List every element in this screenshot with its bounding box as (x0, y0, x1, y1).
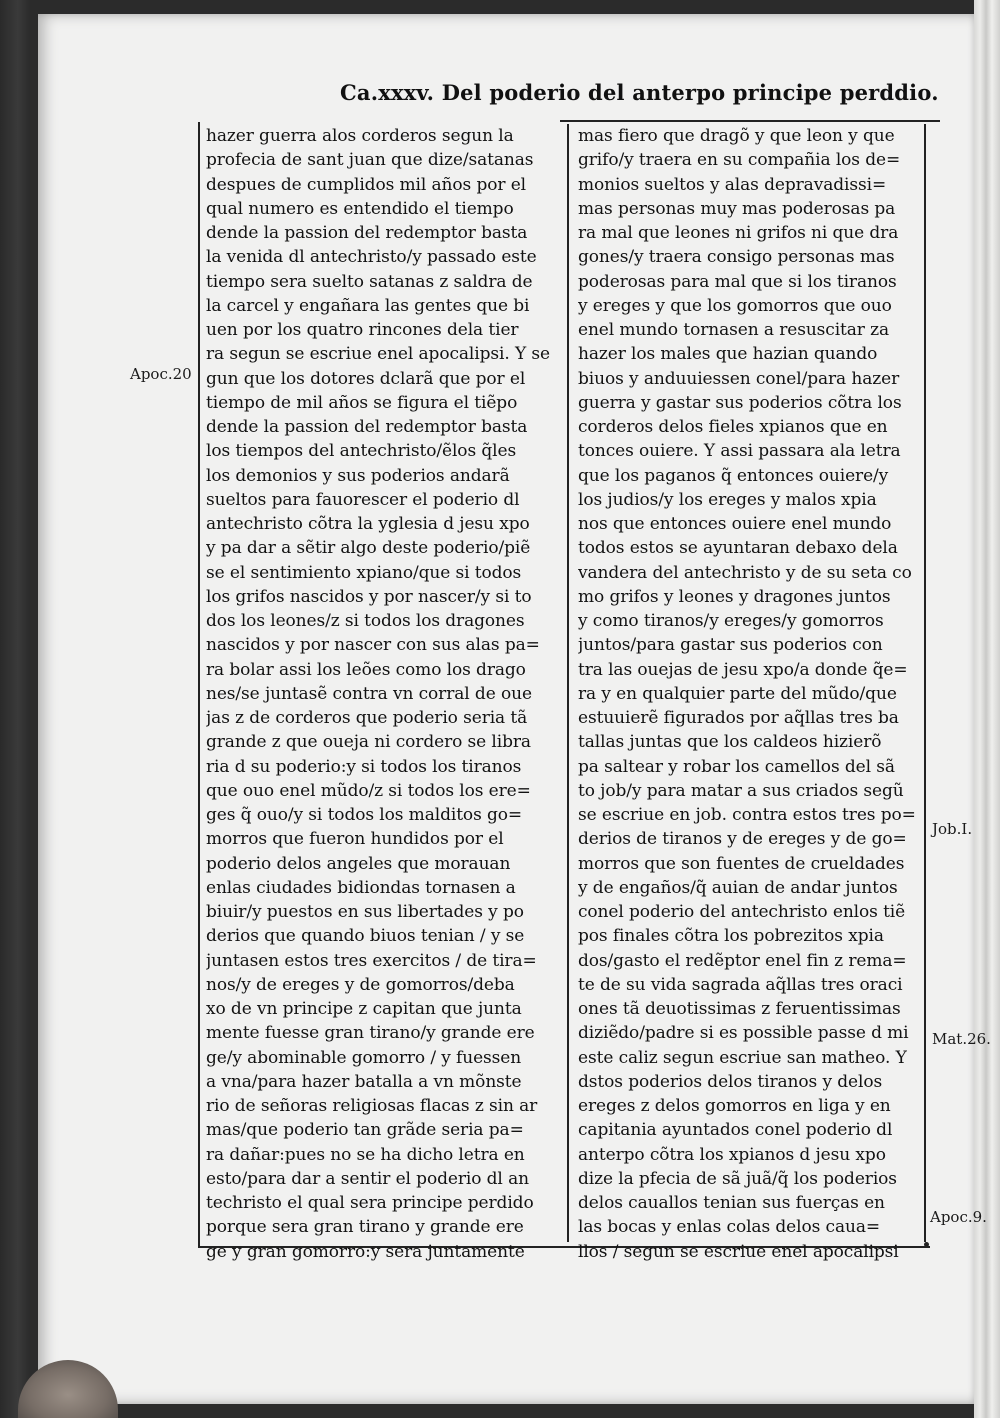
running-head: Ca.xxxv. Del poderio del anterpo principe perddio. (340, 80, 939, 105)
left-column-line: ges q̃ ouo/y si todos los malditos go= (206, 805, 523, 825)
right-column-line: los judios/y los ereges y malos xpia (578, 489, 877, 510)
right-column-line: morros que son fuentes de crueldades (578, 853, 905, 874)
right-column-line: llos / segun se escriue enel apocalipsi (578, 1241, 899, 1262)
right-column-line: dos/gasto el redẽptor enel fin z rema= (578, 950, 907, 971)
left-column-line: nascidos y por nascer con sus alas pa= (206, 635, 540, 656)
right-column-line: monios sueltos y alas depravadissi= (578, 174, 887, 195)
left-column-line: morros que fueron hundidos por el (206, 829, 504, 850)
right-column-line: ra mal que leones ni grifos ni que dra (578, 223, 899, 243)
left-column-line: enlas ciudades bidiondas tornasen a (206, 877, 516, 898)
right-column-line: pa saltear y robar los camellos del sã (578, 756, 895, 777)
right-column-line: dize la pfecia de sã juã/q̃ los poderios (578, 1168, 897, 1189)
left-column-line: los tiempos del antechristo/ẽlos q̃les (206, 441, 517, 462)
left-column-line: a vna/para hazer batalla a vn mõnste (206, 1071, 522, 1092)
left-column-line: hazer guerra alos corderos segun la (206, 126, 514, 146)
left-column-line: y pa dar a sẽtir algo deste poderio/piẽ (206, 538, 531, 559)
right-column-line: ereges z delos gomorros en liga y en (578, 1096, 891, 1116)
margin-gloss-mat-26: Mat.26. (932, 1030, 991, 1048)
right-column-line: te de su vida sagrada aq̃llas tres oraci (578, 974, 903, 995)
end-mark (924, 1242, 929, 1247)
left-column-line: ra dañar:pues no se ha dicho letra en (206, 1144, 525, 1165)
left-column-line: dende la passion del redemptor basta (206, 417, 528, 437)
right-column-line: juntos/para gastar sus poderios con (578, 635, 883, 656)
right-column-line: y como tiranos/y ereges/y gomorros (578, 611, 884, 631)
right-column-line: mas personas muy mas poderosas pa (578, 198, 896, 219)
right-column-line: mo grifos y leones y dragones juntos (578, 586, 891, 607)
left-column-line: dos los leones/z si todos los dragones (206, 611, 525, 631)
left-column-line: se el sentimiento xpiano/que si todos (206, 562, 522, 583)
left-column-line: nos/y de ereges y de gomorros/deba (206, 974, 515, 995)
left-column-line: sueltos para fauorescer el poderio dl (206, 489, 520, 510)
left-column-line: dende la passion del redemptor basta (206, 223, 528, 243)
left-column-line: qual numero es entendido el tiempo (206, 198, 514, 219)
left-column-line: tiempo sera suelto satanas z saldra de (206, 271, 533, 292)
right-column-line: ra y en qualquier parte del mũdo/que (578, 683, 897, 704)
right-column-line: diziẽdo/padre si es possible passe d mi (578, 1023, 909, 1044)
right-column-line: conel poderio del antechristo enlos tiẽ (578, 902, 906, 922)
left-column-line: despues de cumplidos mil años por el (206, 174, 527, 195)
right-column-line: capitania ayuntados conel poderio dl (578, 1120, 893, 1141)
right-column-line: y ereges y que los gomorros que ouo (578, 295, 892, 316)
left-column-line: ria d su poderio:y si todos los tiranos (206, 756, 522, 777)
right-column-line: estuuierẽ figurados por aq̃llas tres ba (578, 708, 899, 728)
right-column-line: dstos poderios delos tiranos y delos (578, 1071, 883, 1092)
right-column-line: poderosas para mal que si los tiranos (578, 271, 897, 292)
right-column-line: nos que entonces ouiere enel mundo (578, 514, 892, 534)
right-column-line: enel mundo tornasen a resuscitar za (578, 320, 890, 340)
left-column-line: derios que quando biuos tenian / y se (206, 926, 525, 947)
page-edge (974, 0, 1000, 1418)
left-column-line: poderio delos angeles que morauan (206, 853, 511, 874)
right-column-line: mas fiero que dragõ y que leon y que (578, 126, 895, 146)
right-column-line: to job/y para matar a sus criados segũ (578, 780, 904, 801)
left-column-line: ge y gran gomorro:y sera juntamente (206, 1241, 525, 1262)
right-column-line: biuos y anduuiessen conel/para hazer (578, 368, 900, 389)
right-column-line: vandera del antechristo y de su seta co (578, 562, 912, 583)
right-column-line: tonces ouiere. Y assi passara ala letra (578, 441, 901, 462)
left-column-line: que ouo enel mũdo/z si todos los ere= (206, 780, 531, 801)
left-column-line: porque sera gran tirano y grande ere (206, 1217, 524, 1238)
left-column-line: xo de vn principe z capitan que junta (206, 999, 522, 1019)
column-divider (567, 124, 569, 1242)
right-column-line: ones tã deuotissimas z feruentissimas (578, 999, 901, 1019)
right-column-line: y de engaños/q̃ auian de andar juntos (578, 877, 898, 898)
left-column-line: tiempo de mil años se figura el tiẽpo (206, 392, 518, 413)
margin-gloss-apoc-20: Apoc.20 (130, 365, 192, 383)
right-column (578, 124, 928, 1262)
left-column-line: jas z de corderos que poderio seria tã (206, 708, 528, 728)
left-column-line: los demonios y sus poderios andarã (206, 465, 510, 486)
right-column-line: grifo/y traera en su compañia los de= (578, 150, 901, 171)
right-column-line: guerra y gastar sus poderios cõtra los (578, 392, 902, 413)
left-column-line: grande z que oueja ni cordero se libra (206, 732, 531, 753)
right-column-line: que los paganos q̃ entonces ouiere/y (578, 465, 889, 486)
left-column-line: rio de señoras religiosas flacas z sin ar (206, 1096, 538, 1116)
left-column-line: esto/para dar a sentir el poderio dl an (206, 1168, 529, 1189)
left-column-line: ra segun se escriue enel apocalipsi. Y se (206, 344, 550, 365)
left-column-line: uen por los quatro rincones dela tier (206, 320, 519, 340)
right-column-line: hazer los males que hazian quando (578, 344, 878, 365)
right-column-line: gones/y traera consigo personas mas (578, 247, 895, 268)
left-column-line: juntasen estos tres exercitos / de tira= (206, 950, 537, 971)
right-column-line: tallas juntas que los caldeos hizierõ (578, 732, 882, 753)
right-column-line: este caliz segun escriue san matheo. Y (578, 1047, 907, 1068)
margin-gloss-job: Job.I. (932, 820, 973, 838)
right-column-line: anterpo cõtra los xpianos d jesu xpo (578, 1144, 886, 1165)
left-column-line: gun que los dotores dclarã que por el (206, 368, 526, 389)
left-column (206, 124, 558, 1262)
right-column-line: derios de tiranos y de ereges y de go= (578, 829, 907, 850)
left-column-line: los grifos nascidos y por nascer/y si to (206, 586, 532, 607)
left-column-line: mas/que poderio tan grãde seria pa= (206, 1120, 524, 1141)
left-column-line: la carcel y engañara las gentes que bi (206, 295, 530, 316)
left-column-line: biuir/y puestos en sus libertades y po (206, 902, 524, 922)
frame-top-rule (560, 120, 940, 122)
right-column-line: tra las ouejas de jesu xpo/a donde q̃e= (578, 659, 908, 680)
left-column-line: mente fuesse gran tirano/y grande ere (206, 1023, 535, 1044)
right-column-line: pos finales cõtra los pobrezitos xpia (578, 926, 884, 947)
left-column-line: techristo el qual sera principe perdido (206, 1193, 534, 1213)
left-column-line: profecia de sant juan que dize/satanas (206, 150, 534, 171)
right-column-line: corderos delos fieles xpianos que en (578, 417, 888, 437)
right-column-line: delos cauallos tenian sus fuerças en (578, 1193, 885, 1213)
left-column-line: antechristo cõtra la yglesia d jesu xpo (206, 514, 530, 534)
margin-gloss-apoc-9: Apoc.9. (930, 1208, 987, 1226)
left-column-line: la venida dl antechristo/y passado este (206, 247, 537, 268)
left-column-line: ge/y abominable gomorro / y fuessen (206, 1047, 522, 1068)
left-column-line: ra bolar assi los leões como los drago (206, 659, 526, 680)
right-column-line: todos estos se ayuntaran debaxo dela (578, 538, 898, 559)
left-column-line: nes/se juntasẽ contra vn corral de oue (206, 683, 532, 704)
right-column-line: se escriue en job. contra estos tres po= (578, 805, 916, 825)
right-column-line: las bocas y enlas colas delos caua= (578, 1217, 881, 1238)
